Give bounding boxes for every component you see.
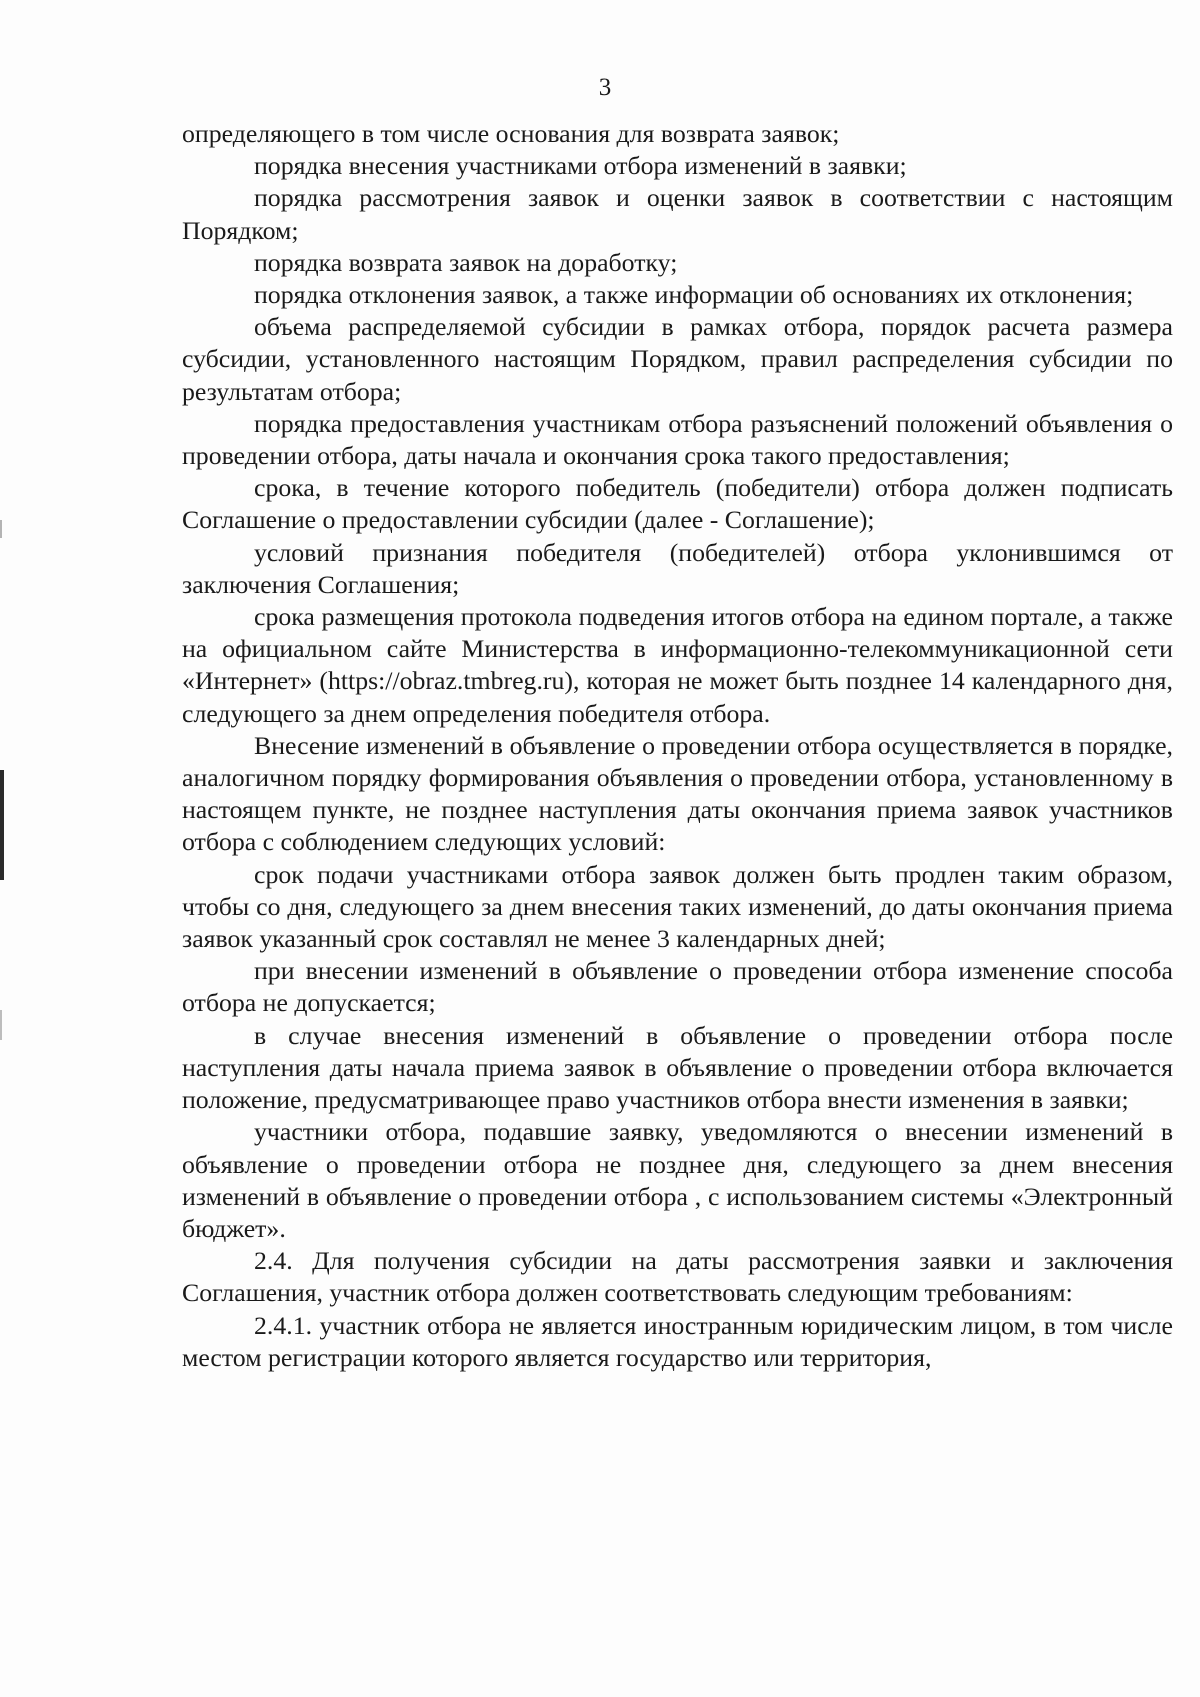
paragraph: порядка предоставления участникам отбора разъяснений положений объявления о проведении отбора, даты начала и окончания срока такого предоставления; bbox=[182, 408, 1173, 471]
paragraph: порядка рассмотрения заявок и оценки заявок в соответствии с настоящим Порядком; bbox=[182, 183, 1173, 245]
paragraph: участники отбора, подавшие заявку, уведомляются о внесении изменений в объявление о проведении отбора не позднее дня, следующего за днем внесения изменений в объявление о проведении отбора , с использованием системы «Электронный бюджет». bbox=[182, 1117, 1173, 1243]
paragraph: порядка возврата заявок на доработку; bbox=[254, 247, 678, 277]
paragraph: Внесение изменений в объявление о проведении отбора осуществляется в порядке, аналогичном порядку формирования объявления о проведении отбора, установленному в настоящем пункте, не позднее наступления даты окончания приема заявок участников отбора с соблюдением следующих условий: bbox=[182, 730, 1173, 857]
scan-edge-mark bbox=[0, 520, 2, 538]
paragraph: 2.4.1. участник отбора не является иностранным юридическим лицом, в том числе местом регистрации которого является государство или территория, bbox=[182, 1310, 1173, 1372]
paragraph: срок подачи участниками отбора заявок должен быть продлен таким образом, чтобы со дня, следующего за днем внесения таких изменений, до даты окончания приема заявок указанный срок составлял не менее 3 календарных дней; bbox=[182, 859, 1173, 954]
scan-edge-mark bbox=[0, 770, 4, 880]
paragraph: в случае внесения изменений в объявление о проведении отбора после наступления даты начала приема заявок в объявление о проведении отбора включается положение, предусматривающее право участников отбора внести изменения в заявки; bbox=[182, 1020, 1173, 1115]
paragraph: 2.4. Для получения субсидии на даты рассмотрения заявки и заключения Соглашения, участник отбора должен соответствовать следующим требованиям: bbox=[182, 1246, 1173, 1308]
paragraph: определяющего в том числе основания для возврата заявок; bbox=[182, 119, 840, 148]
paragraph: условий признания победителя (победителей) отбора уклонившимся от заключения Соглашения; bbox=[182, 537, 1173, 599]
page-number: 3 bbox=[598, 74, 612, 101]
paragraph: срока размещения протокола подведения итогов отбора на едином портале, а также на официальном сайте Министерства в информационно-телекоммуникационной сети «Интернет» (https://obraz.tmbreg.ru), которая не может быть позднее 14 календарного дня, следующего за днем определения победителя отбора. bbox=[182, 602, 1173, 728]
paragraph: объема распределяемой субсидии в рамках отбора, порядок расчета размера субсидии, установленного настоящим Порядком, правил распределения субсидии по результатам отбора; bbox=[182, 312, 1173, 406]
paragraph: срока, в течение которого победитель (победители) отбора должен подписать Соглашение о предоставлении субсидии (далее - Соглашение); bbox=[182, 473, 1173, 535]
paragraph: порядка отклонения заявок, а также информации об основаниях их отклонения; bbox=[254, 280, 1134, 310]
paragraph: порядка внесения участниками отбора изменений в заявки; bbox=[254, 151, 907, 181]
paragraph: при внесении изменений в объявление о проведении отбора изменение способа отбора не допускается; bbox=[182, 956, 1173, 1018]
document-body bbox=[182, 118, 1173, 1374]
scan-edge-mark bbox=[0, 1010, 2, 1040]
